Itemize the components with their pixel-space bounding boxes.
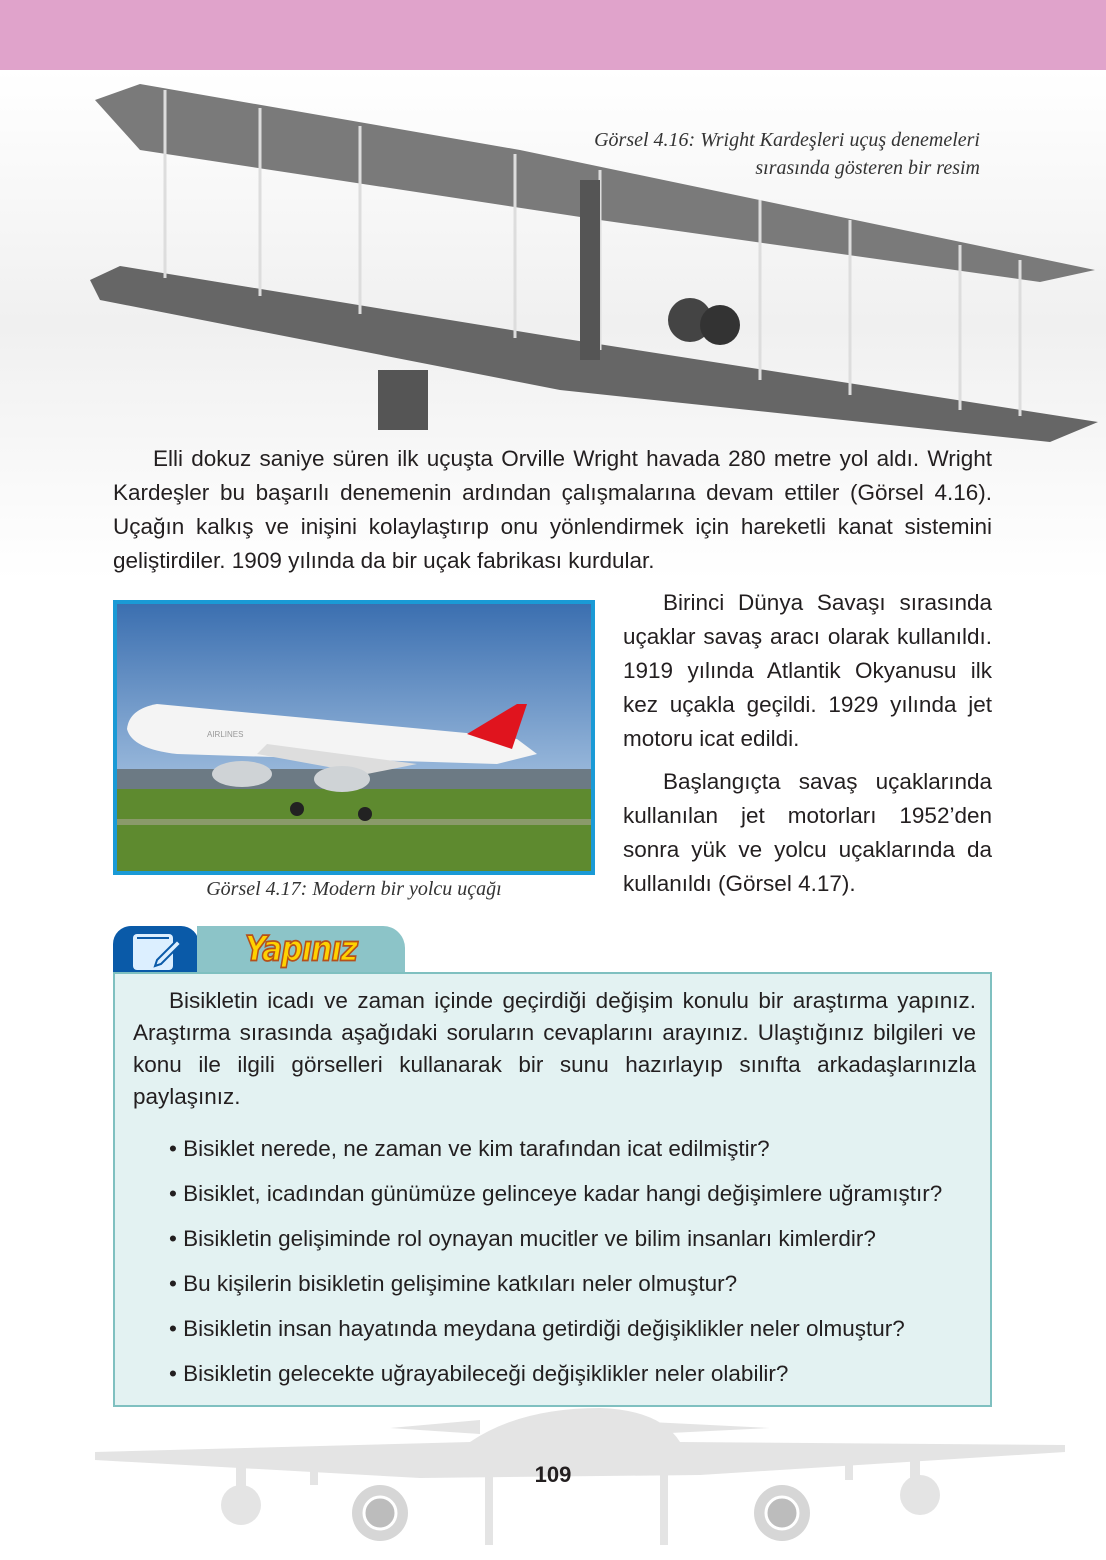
question-item: • Bisiklet, icadından günümüze gelinceye kadar hangi değişimlere uğramıştır? — [169, 1181, 943, 1206]
question-item: • Bu kişilerin bisikletin gelişimine katkıları neler olmuştur? — [169, 1271, 738, 1296]
activity-intro: Bisikletin icadı ve zaman içinde geçirdiği değişim konulu bir araştırma yapınız. Araştırma sırasında aşağıdaki soruların cevaplarını arayınız. Ulaştığınız bilgileri ve konu ile ilgili görselleri kullanarak bir sunu hazırlayıp sınıfta arkadaşlarınızla paylaşınız. — [133, 988, 976, 1109]
airline-lettering: AIRLINES — [207, 730, 244, 739]
figure-4-17-caption: Görsel 4.17: Modern bir yolcu uçağı — [206, 878, 502, 900]
question-item: • Bisiklet nerede, ne zaman ve kim tarafından icat edilmiştir? — [169, 1136, 770, 1161]
right-column-paragraph: Başlangıçta savaş uçaklarında kullanılan jet motorları 1952’den sonra yük ve yolcu uçaklarında da kullanıldı (Görsel 4.17). — [623, 769, 992, 896]
question-item: • Bisikletin insan hayatında meydana getirdiği değişiklikler neler olmuştur? — [169, 1316, 905, 1341]
figure-4-16-caption — [594, 126, 980, 182]
caption-line: Görsel 4.16: Wright Kardeşleri uçuş denemeleri — [594, 129, 980, 151]
intro-paragraph: Elli dokuz saniye süren ilk uçuşta Orville Wright havada 280 metre yol aldı. Wright Kardeşler bu başarılı denemenin ardından çalışmalarına devam ettiler (Görsel 4.16). Uçağın kalkış ve inişini kolaylaştırıp onu yönlendirmek için hareketli kanat sistemini geliştirdiler. 1909 yılında da bir uçak fabrikası kurdular. — [113, 446, 992, 573]
right-column-paragraph: Birinci Dünya Savaşı sırasında uçaklar savaş aracı olarak kullanıldı. 1919 yılında Atlantik Okyanusu ilk kez uçakla geçildi. 1929 yılında jet motoru icat edildi. — [623, 590, 992, 751]
question-list — [169, 1126, 942, 1396]
activity-title-tab — [197, 926, 405, 974]
question-item: • Bisikletin gelecekte uğrayabileceği değişiklikler neler olabilir? — [169, 1361, 789, 1386]
activity-box — [113, 972, 992, 1407]
activity-icon-tab — [113, 926, 199, 974]
caption-line: sırasında gösteren bir resim — [755, 157, 980, 179]
notebook-pencil-icon — [113, 926, 199, 974]
activity-title: Yapınız — [244, 929, 358, 970]
page-number: 109 — [534, 1462, 572, 1487]
question-item: • Bisikletin gelişiminde rol oynayan mucitler ve bilim insanları kimlerdir? — [169, 1226, 876, 1251]
modern-airliner-photo — [113, 600, 595, 875]
header-band — [0, 0, 1106, 70]
